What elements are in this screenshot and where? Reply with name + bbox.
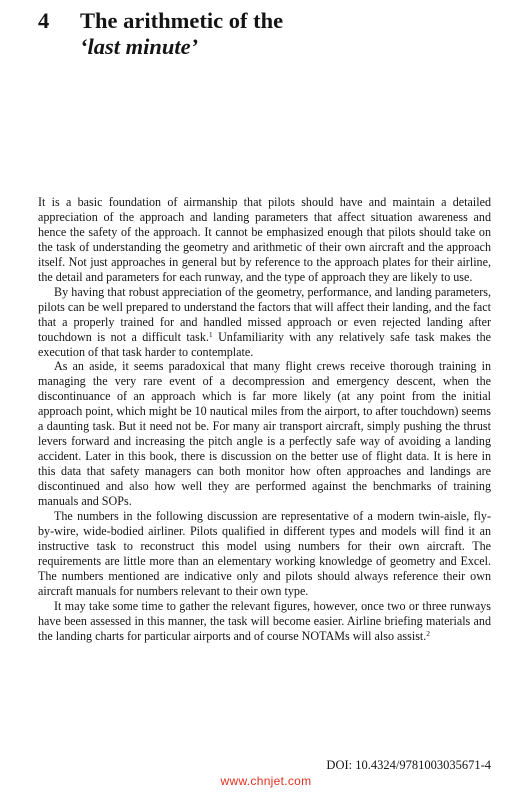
chapter-title	[80, 8, 283, 60]
paragraph-3	[38, 359, 491, 509]
footnote-marker-1[interactable]: 1	[208, 329, 213, 339]
paragraph-5	[38, 599, 491, 644]
paragraph-text: It is a basic foundation of airmanship that pilots should have and maintain a detailed appreciation of the approach and landing parameters that affect situation awareness and hence the safety of the approach. It cannot be emphasized enough that pilots should take on the task of understanding the geometry and arithmetic of their own aircraft and the approach itself. Not just approaches in general but by reference to the approach plates for their airline, the detail and parameters for each runway, and the type of approach they are likely to use.	[38, 195, 491, 284]
chapter-title-line-1: The arithmetic of the	[80, 8, 284, 33]
paragraph-text: As an aside, it seems paradoxical that many flight crews receive thorough training in managing the very rare event of a decompression and emergency descent, when the discontinuance of an approach which is far more likely (at any point from the initial approach point, which might be 10 nautical miles from the airport, to after touchdown) seems a daunting task. But it need not be. For many air transport aircraft, simply pushing the thrust levers forward and increasing the pitch angle is a perfectly safe way of avoiding a landing accident. Later in this book, there is discussion on the better use of flight data. It is here in this data that safety managers can both monitor how often approaches and landings are discontinued and also how well they are performed against the benchmarks of training manuals and SOPs.	[38, 359, 491, 509]
paragraph-text: By having that robust appreciation of the geometry, performance, and landing parameters, pilots can be well prepared to understand the factors that will affect their landing, and the fact that a properly trained for and handled missed approach or even rejected landing after touchdown is not a difficult task.	[38, 284, 491, 344]
footnote-marker-2[interactable]: 2	[426, 628, 431, 638]
chapter-title-line-2: ‘last minute’	[80, 34, 199, 59]
paragraph-2	[38, 285, 491, 360]
paragraph-text-tail: Unfamiliarity with any relatively safe task makes the execution of that task harder to contemplate.	[38, 329, 491, 359]
body-text	[38, 195, 491, 644]
paragraph-text: It may take some time to gather the relevant figures, however, once two or three runways have been assessed in this manner, the task will become easier. Airline briefing materials and the landing charts for particular airports and of course NOTAMs will also assist.	[38, 598, 491, 643]
watermark: www.chnjet.com	[220, 774, 312, 788]
paragraph-text: The numbers in the following discussion are representative of a modern twin-aisle, fly-by-wire, wide-bodied airliner. Pilots qualified in different types and models will find it an instructive task to reconstruct this model using numbers for their own aircraft. The requirements are little more than an elementary working knowledge of geometry and Excel. The numbers mentioned are indicative only and pilots should always reference their own aircraft manuals for numbers relevant to their own type.	[38, 509, 491, 598]
paragraph-4	[38, 509, 491, 599]
paragraph-1	[38, 195, 491, 285]
chapter-number: 4	[38, 8, 50, 33]
doi-reference: DOI: 10.4324/9781003035671-4	[326, 758, 491, 772]
